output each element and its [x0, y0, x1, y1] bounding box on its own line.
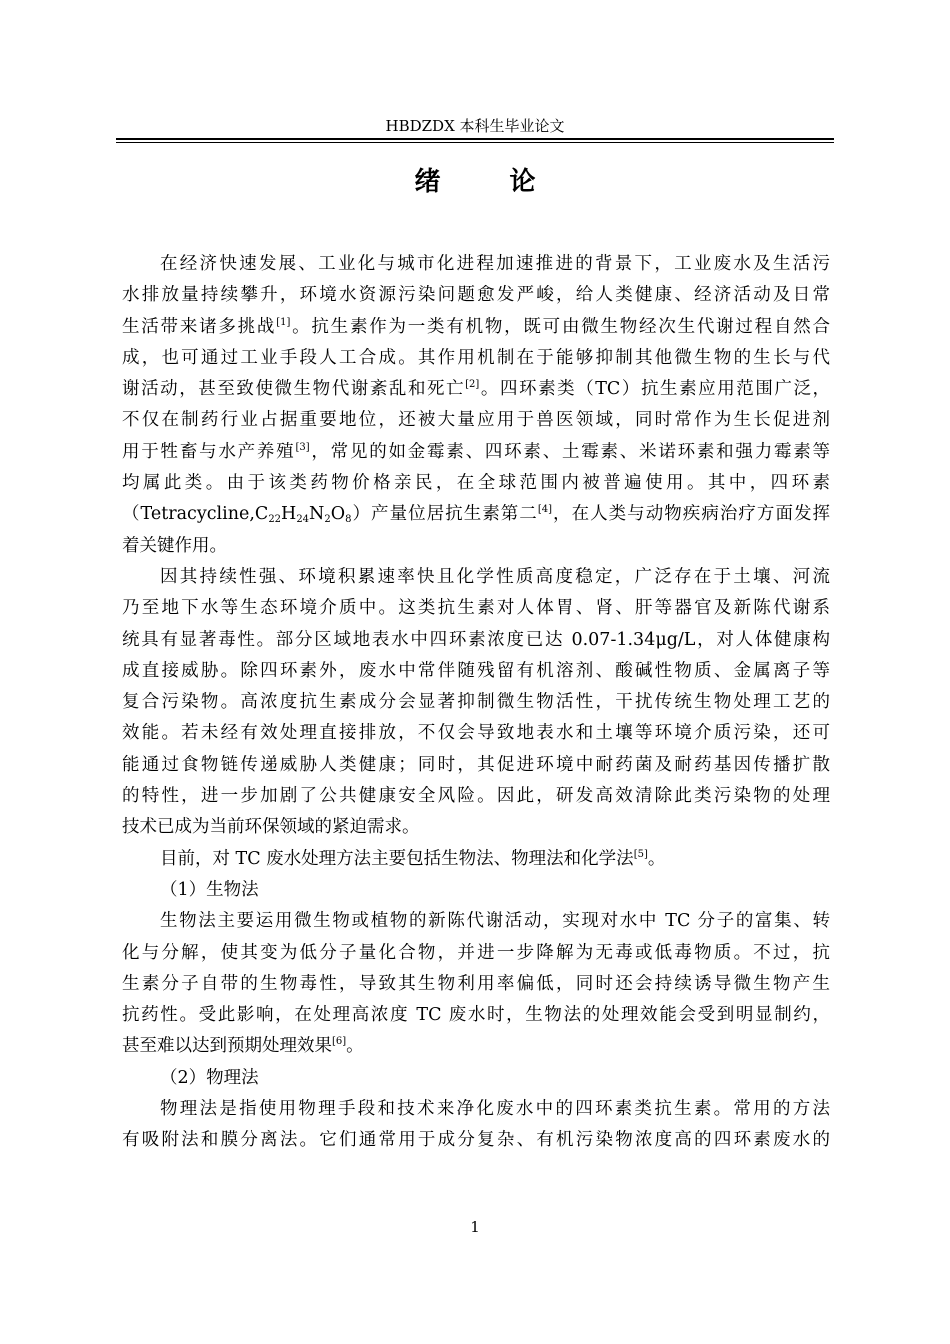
page-header [116, 116, 834, 136]
text-line: 不仅在制药行业占据重要地位，还被大量应用于兽医领域，同时常作为生长促进剂 [122, 410, 830, 431]
text-line: 生物法主要运用微生物或植物的新陈代谢活动，实现对水中 TC 分子的富集、转 [160, 911, 830, 932]
citation: [1] [276, 316, 291, 328]
text-line: 技术已成为当前环保领域的紧迫需求。 [122, 817, 420, 838]
chapter-title: 绪 论 [414, 167, 566, 197]
citation: [2] [465, 379, 480, 391]
page-number: 1 [470, 1218, 480, 1236]
text-line: 在经济快速发展、工业化与城市化进程加速推进的背景下，工业废水及生活污 [160, 254, 830, 274]
header-rule-thin [116, 142, 834, 143]
text-line: 复合污染物。高浓度抗生素成分会显著抑制微生物活性，干扰传统生物处理工艺的 [122, 692, 830, 713]
header-rule-thick [116, 138, 834, 140]
text-line: 化与分解，使其变为低分子量化合物，并进一步降解为无毒或低毒物质。不过，抗 [122, 942, 830, 963]
citation: [4] [537, 504, 553, 516]
text-line: 抗药性。受此影响，在处理高浓度 TC 废水时，生物法的处理效能会受到明显制约， [122, 1005, 830, 1026]
text-line: 用于牲畜与水产养殖[3]，常见的如金霉素、四环素、土霉素、米诺环素和强力霉素等 [122, 441, 831, 462]
text-line: 甚至难以达到预期处理效果[6]。 [122, 1036, 364, 1057]
text-line: 成，也可通过工业手段人工合成。其作用机制在于能够抑制其他微生物的生长与代 [122, 347, 830, 368]
section-heading-biological: （1）生物法 [160, 879, 259, 900]
citation: [5] [633, 848, 648, 860]
text-line: 效能。若未经有效处理直接排放，不仅会导致地表水和土壤等环境介质污染，还可 [122, 723, 830, 744]
citation: [3] [295, 441, 310, 453]
text-line: 谢活动，甚至致使微生物代谢紊乱和死亡[2]。四环素类（TC）抗生素应用范围广泛， [122, 379, 831, 400]
text-line: 成直接威胁。除四环素外，废水中常伴随残留有机溶剂、酸碱性物质、金属离子等 [122, 660, 830, 681]
text-line: 的特性，进一步加剧了公共健康安全风险。因此，研发高效清除此类污染物的处理 [122, 786, 830, 807]
section-heading-physical: （2）物理法 [160, 1067, 259, 1088]
header-text: HBDZDX 本科生毕业论文 [385, 117, 565, 135]
text-line: 因其持续性强、环境积累速率快且化学性质高度稳定，广泛存在于土壤、河流 [160, 566, 830, 587]
text-line: 物理法是指使用物理手段和技术来净化废水中的四环素类抗生素。常用的方法 [160, 1099, 830, 1120]
body-text [122, 249, 830, 1157]
text-line: 有吸附法和膜分离法。它们通常用于成分复杂、有机污染物浓度高的四环素废水的 [122, 1130, 830, 1151]
text-line: 乃至地下水等生态环境介质中。这类抗生素对人体胃、肾、肝等器官及新陈代谢系 [122, 598, 830, 619]
text-line: 统具有显著毒性。部分区域地表水中四环素浓度已达 0.07-1.34μg/L，对人体健康构 [122, 629, 830, 650]
text-line: $(Tetracycline,C_{22}H_{24}N_2O_8)$产量位居抗生素第二[4]，在人类与动物疾病治疗方面发挥 [122, 504, 831, 526]
citation: [6] [332, 1036, 347, 1048]
text-line: 能通过食物链传递威胁人类健康；同时，其促进环境中耐药菌及耐药基因传播扩散 [122, 754, 830, 775]
text-line: 着关键作用。 [122, 535, 227, 556]
text-line: 生素分子自带的生物毒性，导致其生物利用率偏低，同时还会持续诱导微生物产生 [122, 973, 830, 994]
text-line: 均属此类。由于该类药物价格亲民，在全球范围内被普遍使用。其中，四环素 [122, 473, 830, 494]
text-line: 水排放量持续攀升，环境水资源污染问题愈发严峻，给人类健康、经济活动及日常 [122, 285, 830, 306]
text-line: 生活带来诸多挑战[1]。抗生素作为一类有机物，既可由微生物经次生代谢过程自然合 [122, 316, 831, 337]
text-line: 目前，对 TC 废水处理方法主要包括生物法、物理法和化学法[5]。 [160, 848, 666, 869]
